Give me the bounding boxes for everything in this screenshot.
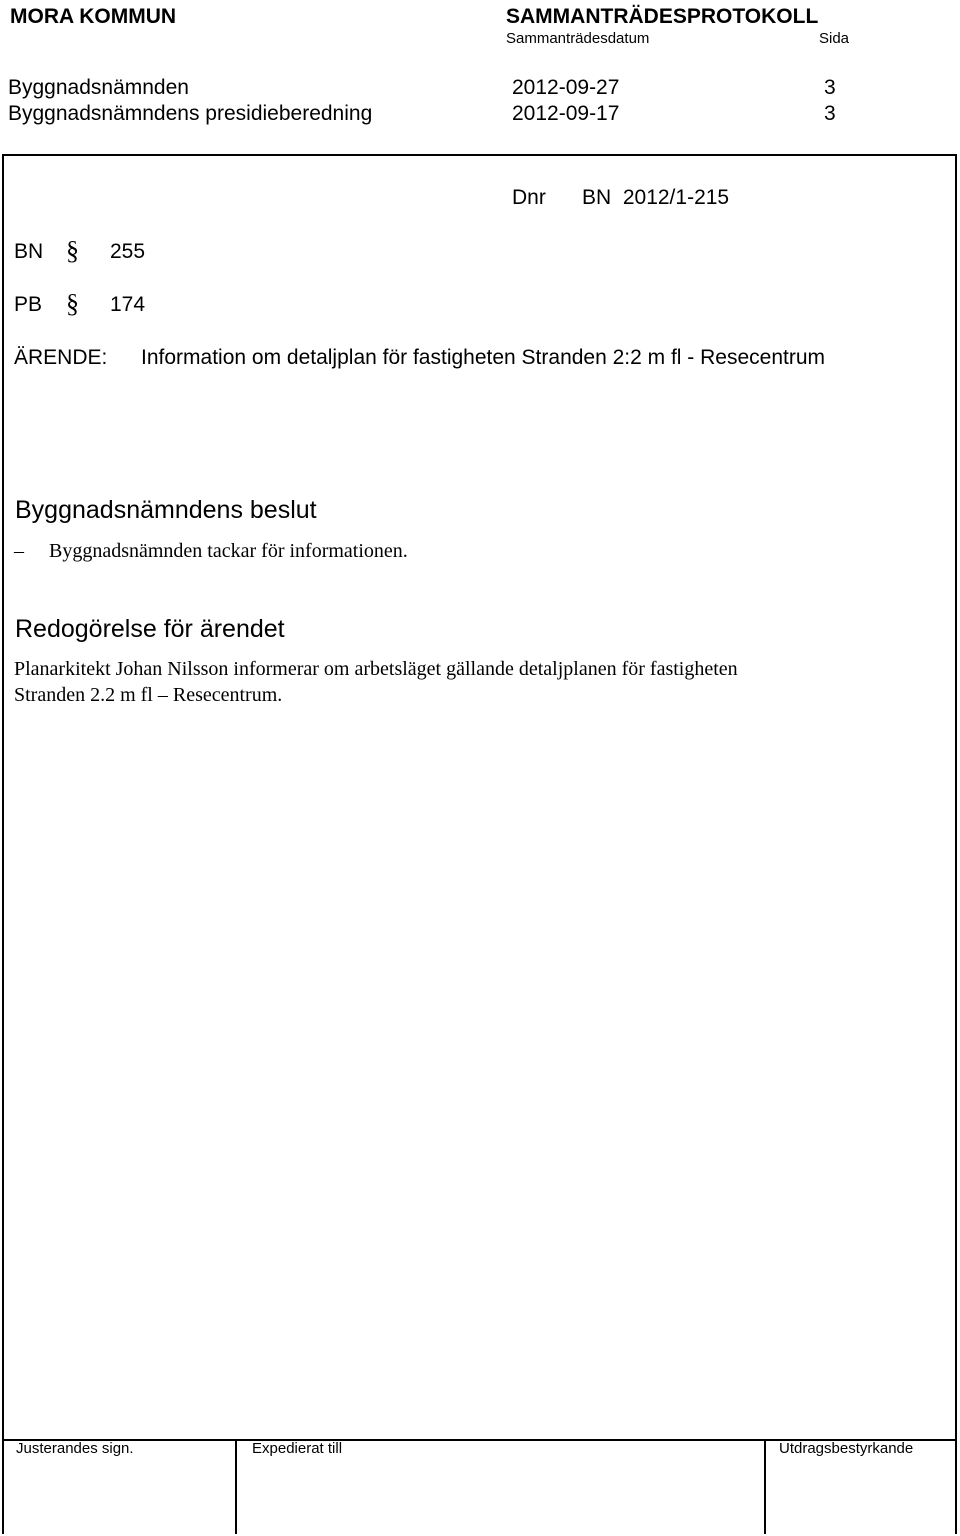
report-heading: Redogörelse för ärendet xyxy=(15,615,285,643)
meeting-date-1: 2012-09-27 xyxy=(512,76,620,99)
dnr-label: Dnr xyxy=(512,186,546,209)
frame-left-rule xyxy=(2,154,4,1534)
body-name-2: Byggnadsnämndens presidieberedning xyxy=(8,102,373,125)
frame-top-rule xyxy=(2,154,957,156)
paragraph-number-pb: 174 xyxy=(110,293,146,316)
footer-signature-label: Justerandes sign. xyxy=(16,1440,134,1457)
footer-certification-label: Utdragsbestyrkande xyxy=(779,1440,914,1457)
arende-label: ÄRENDE: xyxy=(14,346,108,369)
decision-bullet-dash: – xyxy=(14,540,24,562)
decision-text: Byggnadsnämnden tackar för informationen. xyxy=(49,540,408,562)
body-name-1: Byggnadsnämnden xyxy=(8,76,189,99)
meeting-date-label: Sammanträdesdatum xyxy=(506,30,650,47)
footer-divider-1 xyxy=(235,1439,237,1534)
footer-divider-2 xyxy=(764,1439,766,1534)
decision-heading: Byggnadsnämndens beslut xyxy=(15,496,317,524)
municipality-name: MORA KOMMUN xyxy=(10,5,177,28)
page-number-2: 3 xyxy=(824,102,836,125)
dnr-value: BN 2012/1-215 xyxy=(582,186,730,209)
footer-sent-to-label: Expedierat till xyxy=(252,1440,343,1457)
document-type: SAMMANTRÄDESPROTOKOLL xyxy=(506,5,819,28)
report-text-line-2: Stranden 2.2 m fl – Resecentrum. xyxy=(14,684,283,706)
arende-title: Information om detaljplan för fastigheten Stranden 2:2 m fl - Resecentrum xyxy=(141,346,826,369)
paragraph-number-bn: 255 xyxy=(110,240,146,263)
paragraph-org-pb: PB xyxy=(14,293,43,316)
page-label: Sida xyxy=(819,30,850,47)
frame-right-rule xyxy=(955,154,957,1534)
paragraph-sign-icon: § xyxy=(66,236,79,265)
paragraph-sign-icon: § xyxy=(66,289,79,318)
report-text-line-1: Planarkitekt Johan Nilsson informerar om arbetsläget gällande detaljplanen för fastigheten xyxy=(14,658,738,680)
page-number-1: 3 xyxy=(824,76,836,99)
meeting-date-2: 2012-09-17 xyxy=(512,102,620,125)
paragraph-org-bn: BN xyxy=(14,240,44,263)
